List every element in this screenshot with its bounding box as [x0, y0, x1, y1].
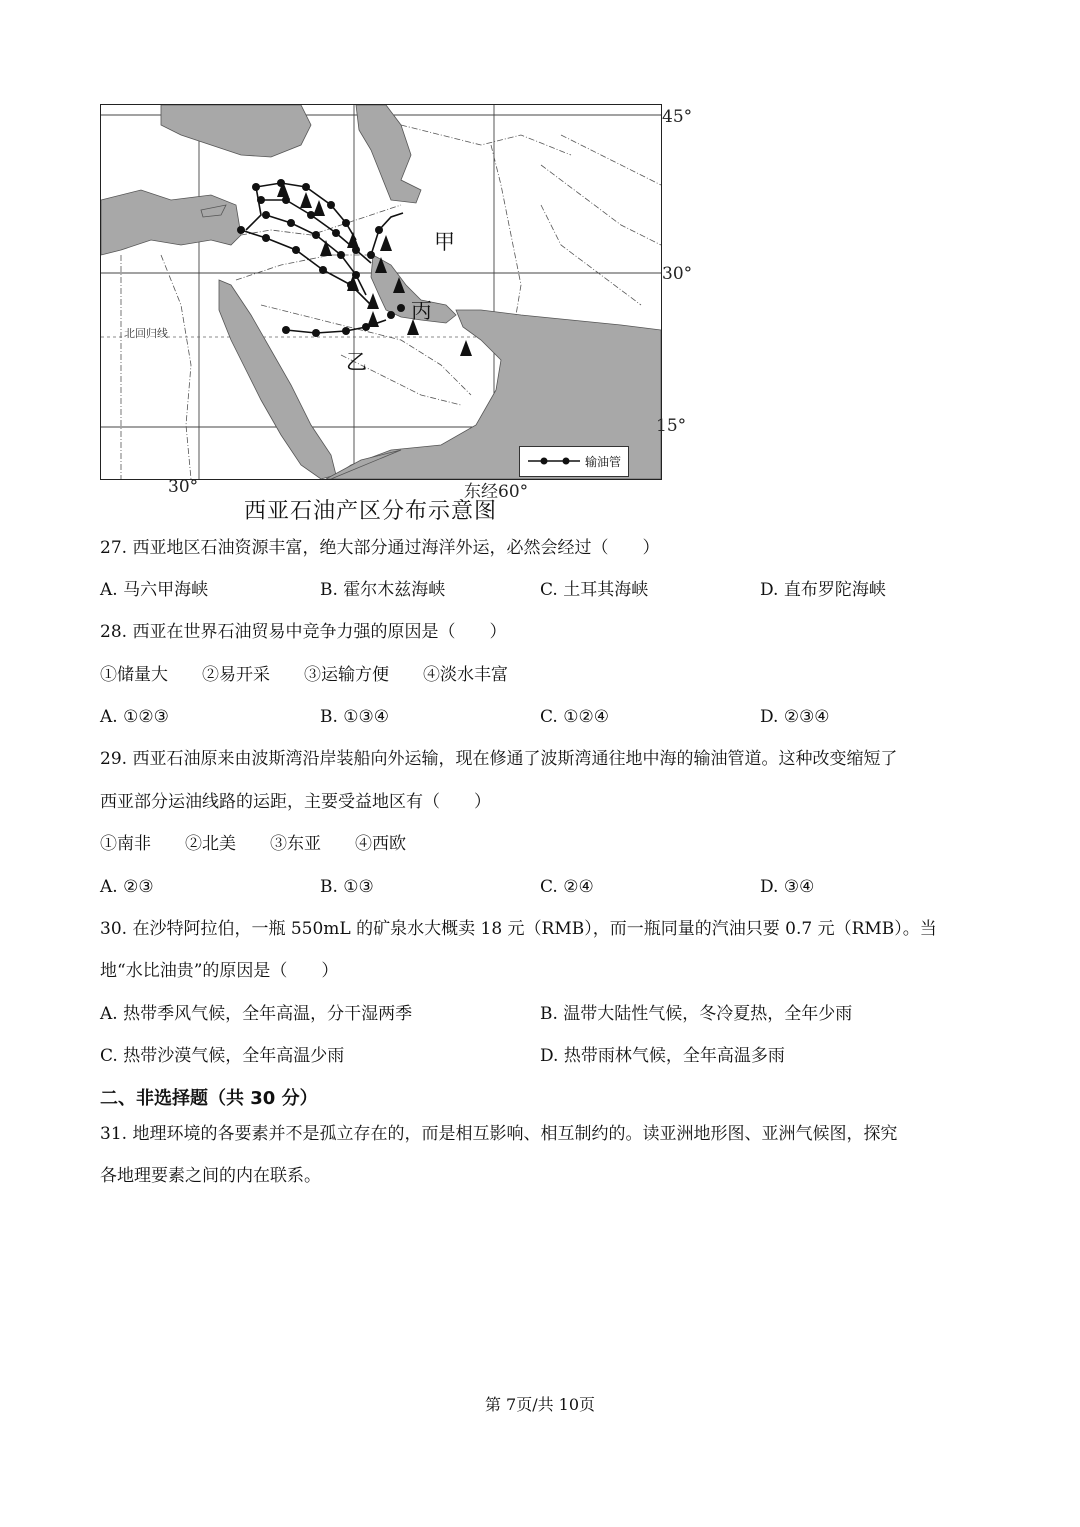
q29-option-b[interactable]: B. ①③ — [320, 877, 374, 897]
q28-option-b[interactable]: B. ①③④ — [320, 707, 390, 727]
q29-option-d[interactable]: D. ③④ — [760, 877, 815, 897]
region-yi: 乙 — [346, 350, 367, 374]
q29-items: ①南非 ②北美 ③东亚 ④西欧 — [100, 834, 406, 854]
q30-option-d[interactable]: D. 热带雨林气候，全年高温多雨 — [540, 1046, 785, 1066]
q30-option-c[interactable]: C. 热带沙漠气候，全年高温少雨 — [100, 1046, 345, 1066]
oil-map — [100, 104, 662, 480]
page-footer: 第 7页/共 10页 — [484, 1395, 596, 1414]
q29-option-c[interactable]: C. ②④ — [540, 877, 594, 897]
q28-items: ①储量大 ②易开采 ③运输方便 ④淡水丰富 — [100, 665, 508, 685]
q27-option-d[interactable]: D. 直布罗陀海峡 — [760, 580, 886, 600]
pipeline-legend-icon — [526, 454, 582, 468]
q29-stem-line2: 西亚部分运油线路的运距，主要受益地区有（ ） — [100, 792, 491, 812]
legend-label: 输油管 — [585, 455, 622, 469]
q28-option-a[interactable]: A. ①②③ — [100, 707, 169, 727]
map-legend — [519, 446, 629, 477]
q30-stem-line2: 地“水比油贵”的原因是（ ） — [100, 961, 339, 981]
q27-option-c[interactable]: C. 土耳其海峡 — [540, 580, 649, 600]
q28-stem: 28. 西亚在世界石油贸易中竞争力强的原因是（ ） — [100, 622, 507, 642]
q30-stem-line1: 30. 在沙特阿拉伯，一瓶 550mL 的矿泉水大概卖 18 元（RMB），而一瓶同量的汽油只要 0.7 元（RMB）。当 — [100, 919, 937, 939]
q29-option-a[interactable]: A. ②③ — [100, 877, 154, 897]
q31-line2: 各地理要素之间的内在联系。 — [100, 1166, 321, 1186]
q28-option-c[interactable]: C. ①②④ — [540, 707, 609, 727]
seas — [101, 105, 661, 479]
q30-option-b[interactable]: B. 温带大陆性气候，冬冷夏热，全年少雨 — [540, 1004, 853, 1024]
q29-stem-line1: 29. 西亚石油原来由波斯湾沿岸装船向外运输，现在修通了波斯湾通往地中海的输油管道。这种改变缩短了 — [100, 749, 898, 769]
q27-stem: 27. 西亚地区石油资源丰富，绝大部分通过海洋外运，必然会经过（ ） — [100, 538, 660, 558]
lat-label-45: 45° — [662, 107, 693, 127]
lon-label-60: 东经60° — [464, 482, 529, 502]
region-bing: 丙 — [411, 299, 432, 323]
map-title: 西亚石油产区分布示意图 — [244, 499, 498, 524]
q27-option-a[interactable]: A. 马六甲海峡 — [100, 580, 209, 600]
tropic-label: 北回归线 — [124, 327, 168, 340]
region-jia: 甲 — [434, 230, 455, 254]
lat-label-30: 30° — [662, 264, 693, 284]
q28-option-d[interactable]: D. ②③④ — [760, 707, 830, 727]
lon-label-30: 30° — [168, 477, 199, 497]
lat-label-15: 15° — [656, 416, 687, 436]
section-2-heading: 二、非选择题（共 30 分） — [100, 1088, 318, 1109]
map-graphic — [101, 105, 661, 479]
q27-option-b[interactable]: B. 霍尔木兹海峡 — [320, 580, 446, 600]
q30-option-a[interactable]: A. 热带季风气候，全年高温，分干湿两季 — [100, 1004, 413, 1024]
q31-line1: 31. 地理环境的各要素并不是孤立存在的，而是相互影响、相互制约的。读亚洲地形图、亚洲气候图，探究 — [100, 1124, 898, 1144]
pipeline-dots — [237, 179, 405, 337]
